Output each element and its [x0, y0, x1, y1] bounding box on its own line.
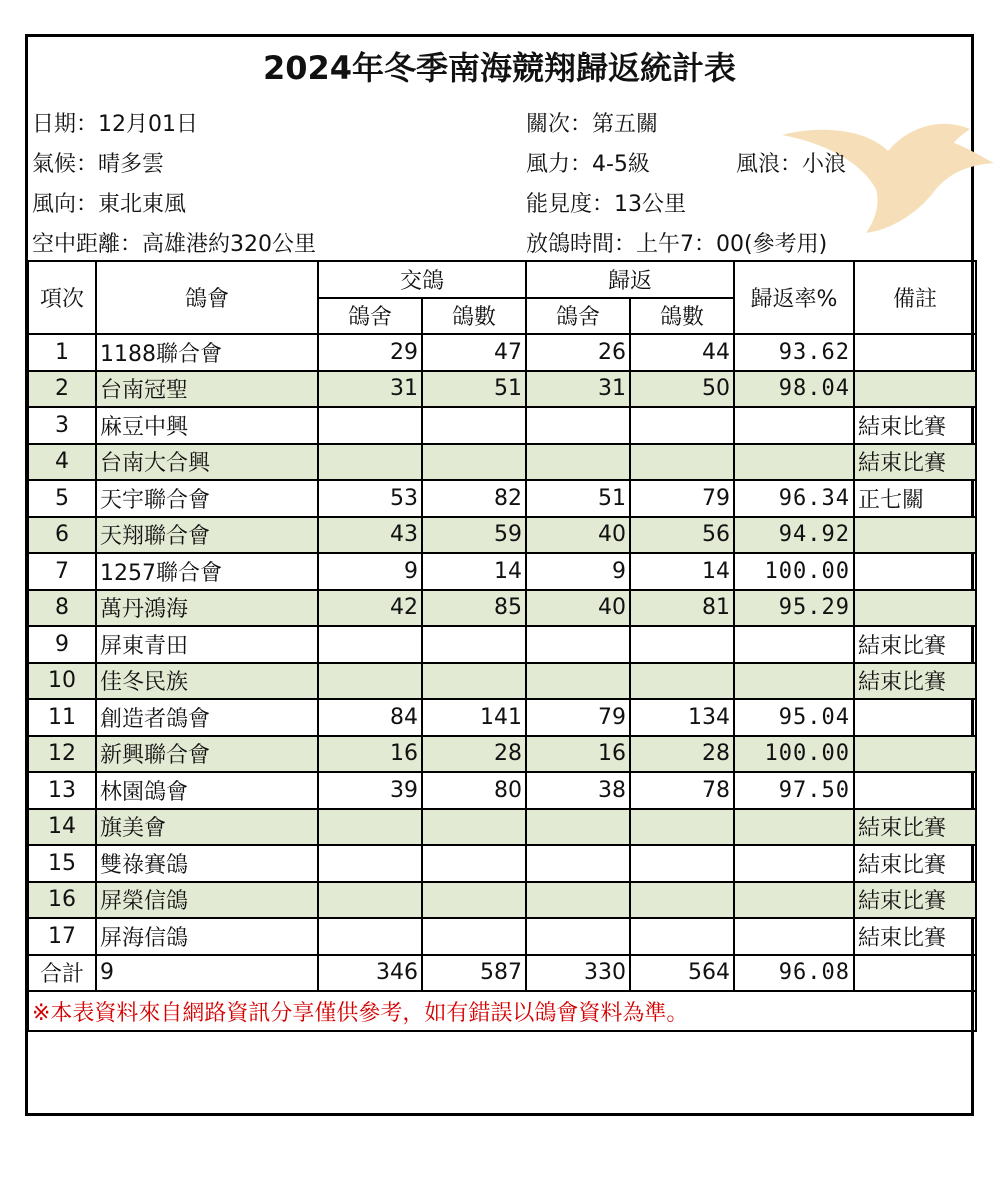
cell-rate [734, 809, 854, 846]
cell-entered-lofts: 16 [318, 736, 422, 773]
cell-entered-lofts [318, 809, 422, 846]
cell-no: 8 [28, 590, 96, 627]
cell-no: 14 [28, 809, 96, 846]
cell-returned-birds [630, 845, 734, 882]
table-row [28, 845, 976, 882]
total-rate: 96.08 [734, 955, 854, 992]
cell-club: 1188聯合會 [96, 334, 318, 371]
cell-returned-lofts [526, 882, 630, 919]
header-entered: 交鴿 [318, 261, 526, 298]
cell-remark: 結束比賽 [854, 626, 976, 663]
table-row [28, 553, 976, 590]
cell-club: 屏榮信鴿 [96, 882, 318, 919]
table-row [28, 663, 976, 700]
cell-rate: 98.04 [734, 371, 854, 408]
cell-club: 新興聯合會 [96, 736, 318, 773]
cell-returned-lofts [526, 444, 630, 481]
cell-entered-birds [422, 626, 526, 663]
cell-remark [854, 371, 976, 408]
cell-returned-birds: 78 [630, 772, 734, 809]
table-row [28, 517, 976, 554]
cell-entered-lofts: 31 [318, 371, 422, 408]
table-row [28, 809, 976, 846]
cell-no: 13 [28, 772, 96, 809]
cell-no: 15 [28, 845, 96, 882]
table-body [28, 334, 976, 1031]
cell-entered-birds [422, 845, 526, 882]
cell-club: 麻豆中興 [96, 407, 318, 444]
cell-no: 1 [28, 334, 96, 371]
total-remark [854, 955, 976, 992]
cell-entered-lofts: 9 [318, 553, 422, 590]
cell-returned-birds [630, 882, 734, 919]
cell-returned-lofts: 79 [526, 699, 630, 736]
cell-entered-birds: 14 [422, 553, 526, 590]
cell-entered-birds [422, 444, 526, 481]
cell-no: 5 [28, 480, 96, 517]
cell-entered-birds: 141 [422, 699, 526, 736]
cell-entered-birds [422, 918, 526, 955]
cell-returned-lofts: 51 [526, 480, 630, 517]
cell-returned-birds: 79 [630, 480, 734, 517]
header-entered-lofts: 鴿舍 [318, 298, 422, 335]
cell-returned-birds: 50 [630, 371, 734, 408]
cell-entered-lofts: 29 [318, 334, 422, 371]
cell-no: 4 [28, 444, 96, 481]
cell-no: 2 [28, 371, 96, 408]
cell-returned-lofts: 16 [526, 736, 630, 773]
cell-rate: 94.92 [734, 517, 854, 554]
cell-entered-lofts [318, 444, 422, 481]
cell-entered-birds: 51 [422, 371, 526, 408]
cell-no: 16 [28, 882, 96, 919]
cell-entered-birds: 85 [422, 590, 526, 627]
cell-no: 9 [28, 626, 96, 663]
cell-returned-birds: 28 [630, 736, 734, 773]
cell-returned-lofts [526, 845, 630, 882]
cell-entered-birds [422, 882, 526, 919]
cell-rate: 95.29 [734, 590, 854, 627]
cell-remark: 結束比賽 [854, 444, 976, 481]
cell-entered-birds: 28 [422, 736, 526, 773]
cell-returned-birds [630, 663, 734, 700]
cell-returned-lofts: 9 [526, 553, 630, 590]
cell-remark [854, 517, 976, 554]
info-date: 日期：12月01日 [32, 112, 198, 137]
total-returned-lofts: 330 [526, 955, 630, 992]
cell-entered-lofts [318, 918, 422, 955]
cell-no: 3 [28, 407, 96, 444]
cell-returned-birds: 14 [630, 553, 734, 590]
cell-entered-birds [422, 809, 526, 846]
cell-returned-birds: 134 [630, 699, 734, 736]
cell-returned-birds [630, 626, 734, 663]
cell-remark [854, 699, 976, 736]
table-row [28, 882, 976, 919]
cell-club: 佳冬民族 [96, 663, 318, 700]
cell-returned-birds [630, 407, 734, 444]
cell-remark: 結束比賽 [854, 845, 976, 882]
cell-entered-lofts [318, 407, 422, 444]
cell-returned-birds: 56 [630, 517, 734, 554]
cell-club: 創造者鴿會 [96, 699, 318, 736]
cell-no: 7 [28, 553, 96, 590]
cell-returned-birds [630, 809, 734, 846]
cell-no: 17 [28, 918, 96, 955]
header-remark: 備註 [854, 261, 976, 334]
cell-entered-birds [422, 663, 526, 700]
header-item: 項次 [28, 261, 96, 334]
cell-returned-lofts: 40 [526, 590, 630, 627]
total-returned-birds: 564 [630, 955, 734, 992]
cell-rate: 93.62 [734, 334, 854, 371]
cell-rate [734, 845, 854, 882]
page-title: 2024年冬季南海競翔歸返統計表 [262, 49, 737, 87]
cell-entered-lofts [318, 882, 422, 919]
cell-rate: 96.34 [734, 480, 854, 517]
cell-returned-lofts: 26 [526, 334, 630, 371]
info-wave: 風浪：小浪 [736, 152, 847, 177]
cell-returned-birds [630, 918, 734, 955]
table-row [28, 590, 976, 627]
cell-remark [854, 772, 976, 809]
cell-returned-lofts [526, 918, 630, 955]
cell-club: 屏海信鴿 [96, 918, 318, 955]
cell-rate [734, 918, 854, 955]
table-row [28, 699, 976, 736]
cell-club: 雙祿賽鴿 [96, 845, 318, 882]
info-wind-force: 風力：4-5級 [526, 152, 650, 177]
total-entered-lofts: 346 [318, 955, 422, 992]
cell-entered-birds: 59 [422, 517, 526, 554]
cell-club: 屏東青田 [96, 626, 318, 663]
cell-rate: 95.04 [734, 699, 854, 736]
header-returned-lofts: 鴿舍 [526, 298, 630, 335]
info-release-time: 放鴿時間：上午7：00(參考用) [526, 232, 828, 257]
cell-no: 6 [28, 517, 96, 554]
cell-club: 天翔聯合會 [96, 517, 318, 554]
cell-returned-lofts: 40 [526, 517, 630, 554]
cell-remark: 結束比賽 [854, 407, 976, 444]
cell-remark [854, 553, 976, 590]
cell-entered-lofts [318, 663, 422, 700]
cell-returned-lofts [526, 626, 630, 663]
total-label: 合計 [28, 955, 96, 992]
info-wind-direction: 風向：東北東風 [32, 192, 187, 217]
cell-entered-birds: 82 [422, 480, 526, 517]
cell-remark [854, 590, 976, 627]
cell-remark: 結束比賽 [854, 809, 976, 846]
table-row [28, 918, 976, 955]
cell-rate [734, 882, 854, 919]
cell-remark [854, 334, 976, 371]
cell-entered-lofts: 42 [318, 590, 422, 627]
cell-rate [734, 444, 854, 481]
table-row [28, 334, 976, 371]
table-row [28, 480, 976, 517]
total-row [28, 955, 976, 992]
cell-remark: 正七關 [854, 480, 976, 517]
table-row [28, 407, 976, 444]
cell-rate: 100.00 [734, 553, 854, 590]
cell-returned-lofts: 38 [526, 772, 630, 809]
cell-returned-birds [630, 444, 734, 481]
cell-rate [734, 663, 854, 700]
total-entered-birds: 587 [422, 955, 526, 992]
header-entered-birds: 鴿數 [422, 298, 526, 335]
cell-club: 萬丹鴻海 [96, 590, 318, 627]
cell-entered-lofts [318, 626, 422, 663]
cell-remark [854, 736, 976, 773]
cell-club: 1257聯合會 [96, 553, 318, 590]
stats-table [27, 260, 977, 1032]
cell-entered-birds: 80 [422, 772, 526, 809]
cell-entered-lofts: 39 [318, 772, 422, 809]
cell-returned-birds: 44 [630, 334, 734, 371]
info-stage: 關次：第五關 [526, 112, 659, 137]
cell-returned-lofts [526, 809, 630, 846]
cell-rate [734, 407, 854, 444]
cell-rate: 97.50 [734, 772, 854, 809]
header-returned: 歸返 [526, 261, 734, 298]
cell-returned-lofts: 31 [526, 371, 630, 408]
cell-club: 台南冠聖 [96, 371, 318, 408]
table-row [28, 626, 976, 663]
table-row [28, 736, 976, 773]
header-rate: 歸返率% [734, 261, 854, 334]
cell-returned-lofts [526, 663, 630, 700]
cell-rate: 100.00 [734, 736, 854, 773]
info-visibility: 能見度：13公里 [526, 192, 686, 217]
cell-club: 天宇聯合會 [96, 480, 318, 517]
note-row [28, 991, 976, 1031]
cell-club: 台南大合興 [96, 444, 318, 481]
cell-entered-birds [422, 407, 526, 444]
table-row [28, 444, 976, 481]
cell-no: 12 [28, 736, 96, 773]
header-club: 鴿會 [96, 261, 318, 334]
cell-entered-lofts: 43 [318, 517, 422, 554]
cell-entered-lofts: 53 [318, 480, 422, 517]
cell-remark: 結束比賽 [854, 663, 976, 700]
table-row [28, 371, 976, 408]
table-row [28, 772, 976, 809]
cell-rate [734, 626, 854, 663]
cell-entered-lofts: 84 [318, 699, 422, 736]
cell-returned-birds: 81 [630, 590, 734, 627]
info-weather: 氣候：晴多雲 [32, 152, 165, 177]
cell-remark: 結束比賽 [854, 918, 976, 955]
header-returned-birds: 鴿數 [630, 298, 734, 335]
cell-club: 林園鴿會 [96, 772, 318, 809]
cell-club: 旗美會 [96, 809, 318, 846]
cell-entered-lofts [318, 845, 422, 882]
total-clubs: 9 [96, 955, 318, 992]
cell-entered-birds: 47 [422, 334, 526, 371]
disclaimer-note: ※本表資料來自網路資訊分享僅供參考，如有錯誤以鴿會資料為準。 [28, 991, 976, 1031]
cell-no: 11 [28, 699, 96, 736]
cell-no: 10 [28, 663, 96, 700]
info-distance: 空中距離：高雄港約320公里 [32, 232, 316, 257]
cell-remark: 結束比賽 [854, 882, 976, 919]
cell-returned-lofts [526, 407, 630, 444]
